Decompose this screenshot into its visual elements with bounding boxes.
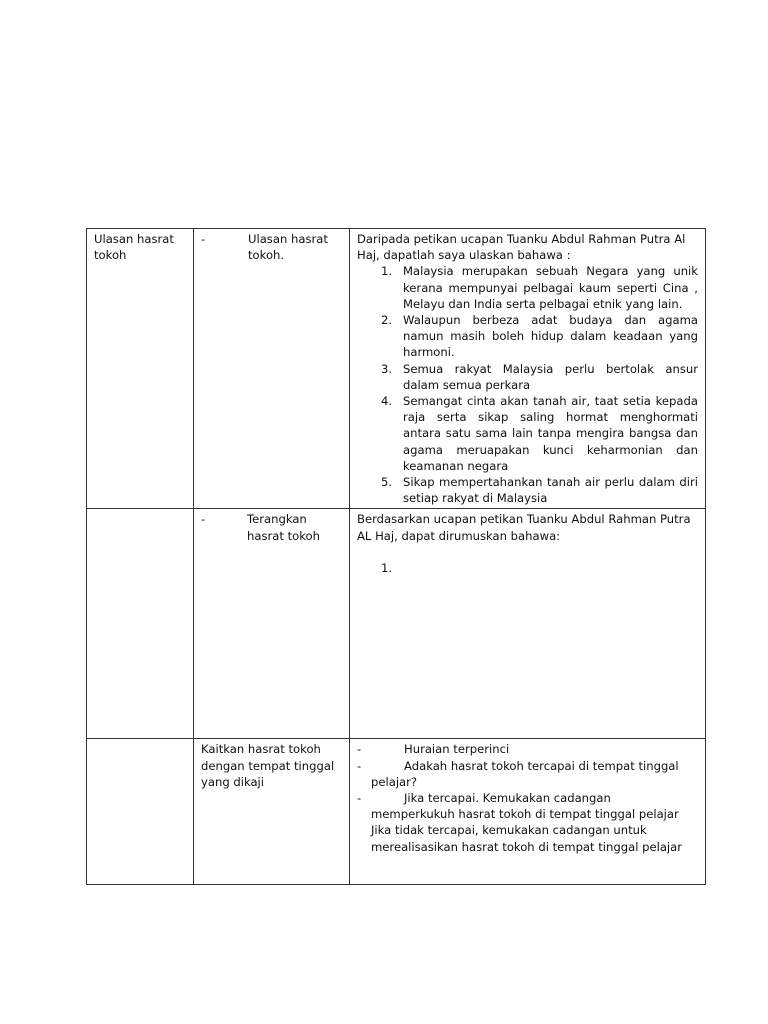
task-label: Kaitkan hasrat tokoh dengan tempat tinggal yang dikaji (201, 742, 335, 789)
list-item: 3. Semua rakyat Malaysia perlu bertolak ansur dalam semua perkara (380, 361, 698, 392)
numbered-list (357, 263, 698, 506)
task-item (201, 231, 342, 263)
table-row (87, 229, 706, 509)
row1-col3-cell (350, 229, 706, 509)
row2-col3-cell (350, 509, 706, 739)
row3-col3-cell (350, 739, 706, 885)
list-item: 2. Walaupun berbeza adat budaya dan agama namun masih boleh hidup dalam keadaan yang harmoni. (380, 313, 698, 360)
guideline-item: - Huraian terperinci (357, 742, 510, 757)
section-heading: Ulasan hasrat tokoh (94, 232, 174, 263)
task-label: Terangkan hasrat tokoh (247, 512, 320, 543)
row1-col2-cell (194, 229, 350, 509)
intro-text: Berdasarkan ucapan petikan Tuanku Abdul Rahman Putra AL Haj, dapat dirumuskan bahawa: (357, 512, 691, 543)
list-item: 1. Malaysia merupakan sebuah Negara yang unik kerana mempunyai pelbagai kaum seperti Cina , Melayu dan India serta pelbagai etnik yang lain. (380, 264, 698, 311)
intro-text: Daripada petikan ucapan Tuanku Abdul Rahman Putra Al Haj, dapatlah saya ulaskan bahawa : (357, 232, 686, 263)
list-item: 4. Semangat cinta akan tanah air, taat setia kepada raja serta sikap saling hormat menghormati antara satu sama lain tanpa mengira bangsa dan agama meruapakan kunci keharmonian dan keamanan negara (380, 394, 698, 473)
list-item: 1. (380, 560, 392, 575)
row3-col2-cell (194, 739, 350, 885)
row3-col1-cell (87, 739, 194, 885)
task-label: Ulasan hasrat tokoh. (248, 232, 328, 263)
table-row (87, 509, 706, 739)
row2-col2-cell (194, 509, 350, 739)
numbered-list (357, 560, 698, 576)
list-item: 5. Sikap mempertahankan tanah air perlu dalam diri setiap rakyat di Malaysia (380, 475, 698, 506)
table-row (87, 739, 706, 885)
dash-marker: - (201, 512, 206, 527)
guideline-item: - Adakah hasrat tokoh tercapai di tempat tinggal pelajar? (357, 758, 679, 789)
task-item (201, 511, 342, 543)
dash-marker: - (201, 232, 206, 246)
row1-col1-cell (87, 229, 194, 509)
row2-col1-cell (87, 509, 194, 739)
assignment-table (86, 228, 706, 885)
guideline-item: - Jika tercapai. Kemukakan cadangan memperkukuh hasrat tokoh di tempat tinggal pelajar Jika tidak tercapai, kemukakan cadangan untuk merealisasikan hasrat tokoh di tempat tinggal pelajar (357, 791, 683, 854)
